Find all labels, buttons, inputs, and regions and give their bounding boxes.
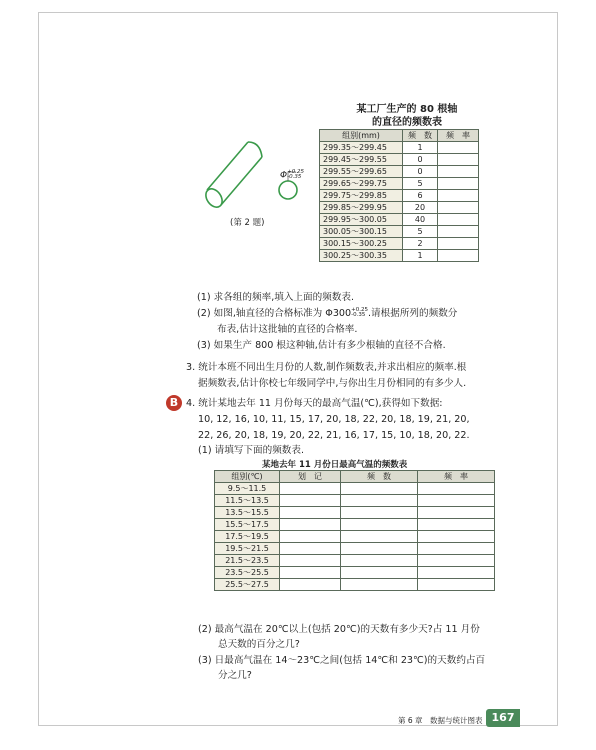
group-cell: 25.5～27.5	[215, 579, 280, 591]
rate-cell	[418, 543, 495, 555]
frequency-cell: 0	[403, 154, 438, 166]
col-header: 频 率	[418, 471, 495, 483]
group-cell: 11.5～13.5	[215, 495, 280, 507]
rate-cell	[438, 214, 479, 226]
table-row	[320, 178, 479, 190]
group-cell: 299.95～300.05	[320, 214, 403, 226]
q4-part3-cont: 分之几?	[218, 670, 252, 681]
frequency-cell: 5	[403, 226, 438, 238]
group-cell: 299.75～299.85	[320, 190, 403, 202]
frequency-cell: 5	[403, 178, 438, 190]
group-cell: 299.65～299.75	[320, 178, 403, 190]
table-row	[320, 250, 479, 262]
frequency-cell: 1	[403, 250, 438, 262]
table-row	[215, 567, 495, 579]
table-row	[215, 579, 495, 591]
frequency-cell: 1	[403, 142, 438, 154]
level-b-badge: B	[166, 395, 182, 411]
col-header: 划 记	[280, 471, 341, 483]
table-row	[215, 531, 495, 543]
frequency-cell: 0	[403, 166, 438, 178]
table-row	[215, 543, 495, 555]
tally-cell	[280, 567, 341, 579]
q4-part1: (1) 请填写下面的频数表.	[198, 445, 305, 456]
group-cell: 23.5～25.5	[215, 567, 280, 579]
group-cell: 300.15～300.25	[320, 238, 403, 250]
rate-cell	[438, 142, 479, 154]
frequency-cell	[341, 507, 418, 519]
rate-cell	[418, 531, 495, 543]
col-header: 组别(℃)	[215, 471, 280, 483]
rate-cell	[418, 495, 495, 507]
tally-cell	[280, 495, 341, 507]
group-cell: 300.05～300.15	[320, 226, 403, 238]
table-row	[215, 555, 495, 567]
tally-cell	[280, 555, 341, 567]
tally-cell	[280, 483, 341, 495]
tally-cell	[280, 507, 341, 519]
table-row	[215, 495, 495, 507]
frequency-cell	[341, 567, 418, 579]
table-row	[320, 226, 479, 238]
table-row	[320, 214, 479, 226]
page-number: 167	[486, 709, 520, 727]
col-header: 组别(mm)	[320, 130, 403, 142]
rate-cell	[438, 226, 479, 238]
rate-cell	[438, 190, 479, 202]
rate-cell	[438, 154, 479, 166]
shaft-frequency-table	[319, 129, 479, 262]
col-header: 频 数	[403, 130, 438, 142]
table-row	[320, 202, 479, 214]
frequency-cell: 6	[403, 190, 438, 202]
dimension-label: Φ+0.25 -0.35	[280, 169, 304, 181]
group-cell: 9.5～11.5	[215, 483, 280, 495]
group-cell: 299.55～299.65	[320, 166, 403, 178]
q2-part1: (1) 求各组的频率,填入上面的频数表.	[197, 292, 355, 303]
group-cell: 13.5～15.5	[215, 507, 280, 519]
q2-part3: (3) 如果生产 800 根这种轴,估计有多少根轴的直径不合格.	[197, 340, 446, 351]
table-row	[215, 507, 495, 519]
rate-cell	[438, 250, 479, 262]
frequency-cell	[341, 483, 418, 495]
frequency-cell	[341, 555, 418, 567]
rate-cell	[418, 567, 495, 579]
table-row	[215, 519, 495, 531]
q4-data-line2: 22, 26, 20, 18, 19, 20, 22, 21, 16, 17, 15, 10, 18, 20, 22.	[198, 430, 470, 441]
col-header: 频 率	[438, 130, 479, 142]
rate-cell	[438, 178, 479, 190]
table-row	[320, 142, 479, 154]
table-row	[320, 166, 479, 178]
q3-line1: 3. 统计本班不同出生月份的人数,制作频数表,并求出相应的频率.根	[186, 362, 467, 373]
q4-part2-cont: 总天数的百分之几?	[218, 639, 300, 650]
col-header: 频 数	[341, 471, 418, 483]
temperature-frequency-table	[214, 470, 495, 591]
table1-title: 某工厂生产的 80 根轴 的直径的频数表	[356, 104, 458, 128]
table-row	[215, 483, 495, 495]
group-cell: 299.45～299.55	[320, 154, 403, 166]
tally-cell	[280, 543, 341, 555]
tally-cell	[280, 531, 341, 543]
frequency-cell	[341, 579, 418, 591]
rate-cell	[438, 166, 479, 178]
chapter-footer: 第 6 章 数据与统计图表	[398, 716, 483, 725]
q4-part3: (3) 日最高气温在 14～23℃之间(包括 14℃和 23℃)的天数约占百	[198, 655, 486, 666]
group-cell: 299.35～299.45	[320, 142, 403, 154]
rate-cell	[418, 483, 495, 495]
group-cell: 19.5～21.5	[215, 543, 280, 555]
q2-part2-cont: 布表,估计这批轴的直径的合格率.	[217, 324, 358, 335]
group-cell: 17.5～19.5	[215, 531, 280, 543]
table2-title: 某地去年 11 月份日最高气温的频数表	[262, 460, 408, 470]
q4-part2: (2) 最高气温在 20℃以上(包括 20℃)的天数有多少天?占 11 月份	[198, 624, 480, 635]
rate-cell	[418, 507, 495, 519]
rate-cell	[438, 202, 479, 214]
tally-cell	[280, 519, 341, 531]
group-cell: 15.5～17.5	[215, 519, 280, 531]
table-row	[320, 154, 479, 166]
q4-line1: 4. 统计某地去年 11 月份每天的最高气温(℃),获得如下数据:	[186, 398, 443, 409]
rate-cell	[438, 238, 479, 250]
figure-caption: (第 2 题)	[230, 218, 265, 228]
rate-cell	[418, 579, 495, 591]
rate-cell	[418, 519, 495, 531]
table-row	[320, 238, 479, 250]
rate-cell	[418, 555, 495, 567]
frequency-cell	[341, 543, 418, 555]
q4-data-line1: 10, 12, 16, 10, 11, 15, 17, 20, 18, 22, 20, 18, 19, 21, 20,	[198, 414, 470, 425]
frequency-cell: 40	[403, 214, 438, 226]
group-cell: 299.85～299.95	[320, 202, 403, 214]
frequency-cell	[341, 495, 418, 507]
tally-cell	[280, 579, 341, 591]
frequency-cell	[341, 531, 418, 543]
frequency-cell	[341, 519, 418, 531]
group-cell: 21.5～23.5	[215, 555, 280, 567]
group-cell: 300.25～300.35	[320, 250, 403, 262]
frequency-cell: 20	[403, 202, 438, 214]
table-row	[320, 190, 479, 202]
q3-line2: 据频数表,估计你校七年级同学中,与你出生月份相同的有多少人.	[198, 378, 467, 389]
frequency-cell: 2	[403, 238, 438, 250]
q2-part2: (2) 如图,轴直径的合格标准为 Φ300+0.25 -0.35 .请根据所列的频数分	[197, 307, 458, 319]
